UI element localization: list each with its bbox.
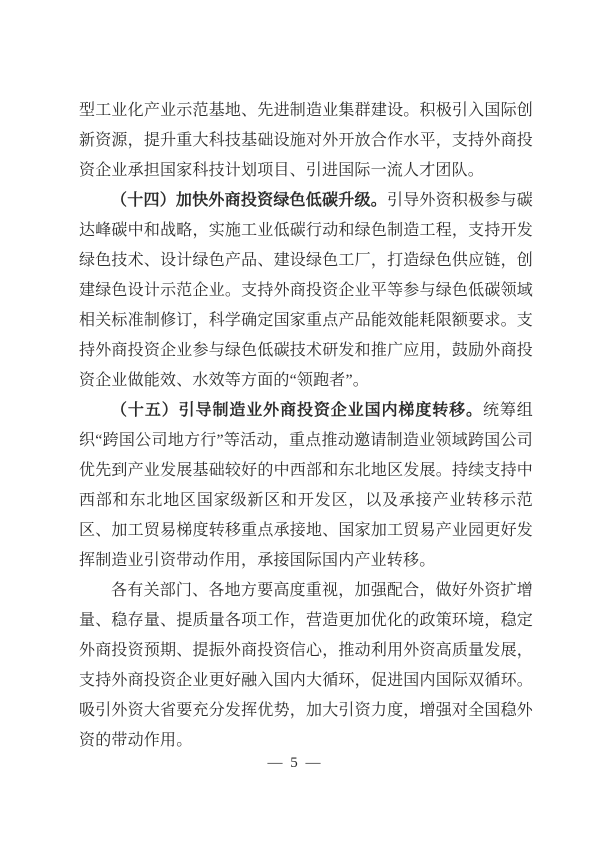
paragraph-text: 统筹组织“跨国公司地方行”等活动，重点推动邀请制造业领域跨国公司优先到产业发展基础较好的中西部和东北地区发展。持续支持中西部和东北地区国家级新区和开发区，以及承接产业转移示范区、加工贸易梯度转移重点承接地、国家加工贸易产业园更好发挥制造业引资带动作用，承接国际国内产业转移。 — [79, 402, 534, 569]
paragraph-lead: （十五）引导制造业外商投资企业国内梯度转移。 — [111, 402, 483, 419]
document-body — [79, 96, 533, 756]
paragraph — [79, 576, 533, 756]
paragraph-text: 各有关部门、各地方要高度重视，加强配合，做好外资扩增量、稳存量、提质量各项工作，营造更加优化的政策环境，稳定外商投资预期、提振外商投资信心，推动利用外资高质量发展，支持外商投资企业更好融入国内大循环，促进国内国际双循环。吸引外资大省要充分发挥优势，加大引资力度，增强对全国稳外资的带动作用。 — [79, 582, 533, 749]
paragraph-text: 型工业化产业示范基地、先进制造业集群建设。积极引入国际创新资源，提升重大科技基础设施对外开放合作水平，支持外商投资企业承担国家科技计划项目、引进国际一流人才团队。 — [79, 102, 533, 179]
page-number: — 5 — — [267, 755, 323, 771]
paragraph-text: 引导外资积极参与碳达峰碳中和战略，实施工业低碳行动和绿色制造工程，支持开发绿色技术、设计绿色产品、建设绿色工厂，打造绿色供应链，创建绿色设计示范企业。支持外商投资企业平等参与绿色低碳领域相关标准制修订，科学确定国家重点产品能效能耗限额要求。支持外商投资企业参与绿色低碳技术研发和推广应用，鼓励外商投资企业做能效、水效等方面的“领跑者”。 — [79, 192, 533, 389]
paragraph — [79, 186, 533, 396]
paragraph — [79, 96, 533, 186]
paragraph — [79, 396, 533, 576]
paragraph-lead: （十四）加快外商投资绿色低碳升级。 — [111, 192, 387, 209]
